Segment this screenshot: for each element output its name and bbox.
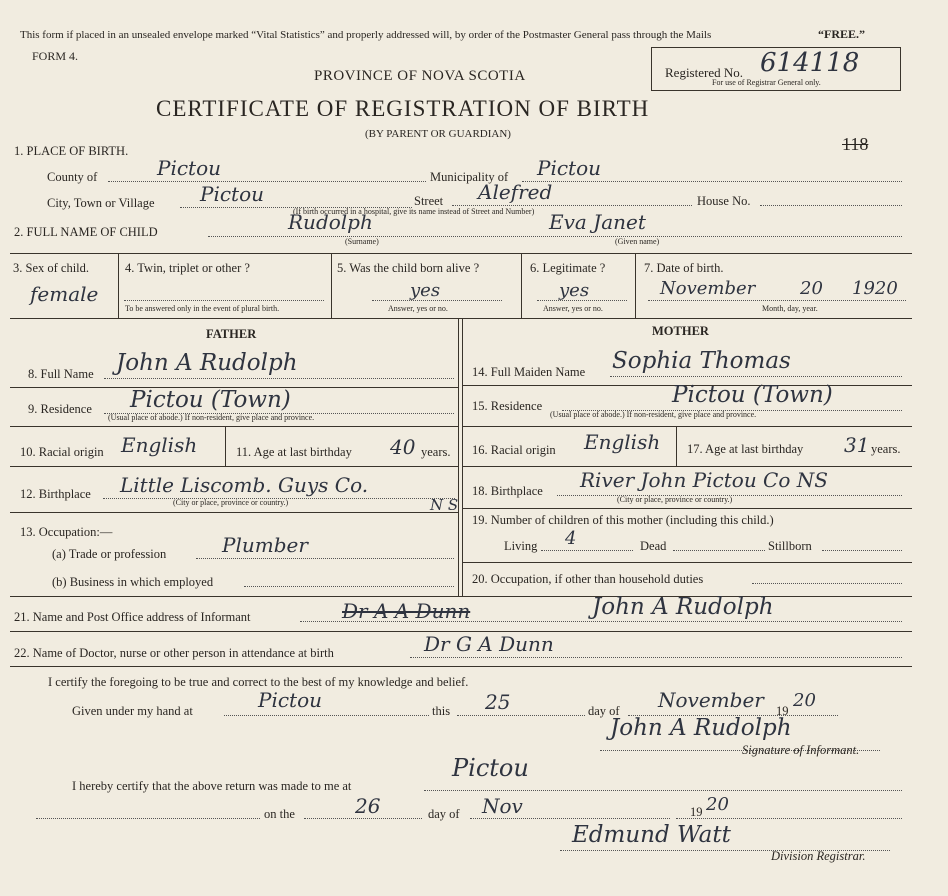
given-year-prefix: 19 xyxy=(776,704,789,718)
given-day: 25 xyxy=(485,690,511,714)
father-racial-label: 10. Racial origin xyxy=(20,445,104,459)
corner-number: 118 xyxy=(842,134,869,154)
mail-notice: This form if placed in an unsealed envelope marked “Vital Statistics” and properly addressed will, by order of the Postmaster General pass through the Mails xyxy=(20,29,712,41)
dob-note: Month, day, year. xyxy=(762,304,818,313)
father-residence-label: 9. Residence xyxy=(28,402,92,416)
father-heading: FATHER xyxy=(206,327,257,341)
province-heading: PROVINCE OF NOVA SCOTIA xyxy=(314,68,526,84)
mother-name: Sophia Thomas xyxy=(612,348,791,374)
dob-day: 20 xyxy=(800,278,823,299)
father-residence-note: (Usual place of abode.) If non-resident, give place and province. xyxy=(108,413,315,422)
mother-racial-label: 16. Racial origin xyxy=(472,443,556,457)
occupation-label: 13. Occupation:— xyxy=(20,525,113,539)
father-age: 40 xyxy=(390,435,416,459)
on-the-label: on the xyxy=(264,807,295,821)
street-label: Street xyxy=(414,194,444,208)
given-month: November xyxy=(658,688,764,712)
born-alive-note: Answer, yes or no. xyxy=(388,304,448,313)
municipality-value: Pictou xyxy=(537,156,602,180)
given-place: Pictou xyxy=(258,688,323,712)
doctor-name: Dr G A Dunn xyxy=(424,632,554,656)
informant-label: 21. Name and Post Office address of Informant xyxy=(14,610,251,624)
surname-note: (Surname) xyxy=(345,237,379,246)
this-label: this xyxy=(432,704,451,718)
doctor-label: 22. Name of Doctor, nurse or other person in attendance at birth xyxy=(14,646,334,660)
mother-birthplace: River John Pictou Co NS xyxy=(580,468,828,492)
hospital-note: (If birth occurred in a hospital, give its name instead of Street and Number) xyxy=(293,207,535,216)
mother-heading: MOTHER xyxy=(652,324,709,338)
certificate-subtitle: (BY PARENT OR GUARDIAN) xyxy=(365,128,511,140)
registrar-month: Nov xyxy=(482,794,523,818)
mother-age: 31 xyxy=(844,433,870,457)
father-age-label: 11. Age at last birthday xyxy=(236,445,352,459)
twin-label: 4. Twin, triplet or other ? xyxy=(125,261,250,275)
county-label: County of xyxy=(47,170,98,184)
child-surname: Rudolph xyxy=(288,210,373,234)
city-label: City, Town or Village xyxy=(47,196,155,210)
form-number: FORM 4. xyxy=(32,49,79,63)
registrar-signature: Edmund Watt xyxy=(572,822,731,848)
born-alive-value: yes xyxy=(410,280,441,301)
mother-occupation-label: 20. Occupation, if other than household duties xyxy=(472,572,704,586)
mother-racial: English xyxy=(584,430,661,454)
street-value: Alefred xyxy=(478,180,553,204)
date-of-birth-label: 7. Date of birth. xyxy=(644,261,724,275)
stillborn-label: Stillborn xyxy=(768,539,812,553)
trade-value: Plumber xyxy=(222,533,308,557)
mother-birthplace-label: 18. Birthplace xyxy=(472,484,543,498)
father-racial: English xyxy=(121,433,198,457)
registered-number: 614118 xyxy=(760,48,860,78)
mother-age-years: years. xyxy=(871,442,901,456)
certify-statement: I certify the foregoing to be true and correct to the best of my knowledge and belief. xyxy=(48,675,469,689)
mother-birthplace-note: (City or place, province or country.) xyxy=(617,495,733,504)
father-name: John A Rudolph xyxy=(116,350,298,376)
child-given-name: Eva Janet xyxy=(549,210,646,234)
child-name-label: 2. FULL NAME OF CHILD xyxy=(14,225,158,239)
father-birthplace-extra: N S xyxy=(430,496,459,514)
registrar-day-of-label: day of xyxy=(428,807,460,821)
municipality-label: Municipality of xyxy=(430,170,509,184)
legitimate-label: 6. Legitimate ? xyxy=(530,261,606,275)
father-birthplace: Little Liscomb. Guys Co. xyxy=(120,473,369,497)
mother-name-label: 14. Full Maiden Name xyxy=(472,365,586,379)
registrar-statement: I hereby certify that the above return was made to me at xyxy=(72,779,352,793)
house-number-label: House No. xyxy=(697,194,751,208)
twin-note: To be answered only in the event of plural birth. xyxy=(125,304,280,313)
registrar-general-note: For use of Registrar General only. xyxy=(712,78,821,87)
registrar-place: Pictou xyxy=(452,754,529,782)
father-residence: Pictou (Town) xyxy=(130,387,291,413)
informant-signature-label: Signature of Informant. xyxy=(742,743,860,757)
mother-residence-label: 15. Residence xyxy=(472,399,543,413)
given-name-note: (Given name) xyxy=(615,237,660,246)
dob-month: November xyxy=(660,278,756,299)
day-of-label: day of xyxy=(588,704,620,718)
sex-value: female xyxy=(30,282,99,306)
given-year: 20 xyxy=(793,690,816,711)
father-birthplace-label: 12. Birthplace xyxy=(20,487,91,501)
registrar-signature-label: Division Registrar. xyxy=(771,849,866,863)
father-name-label: 8. Full Name xyxy=(28,367,94,381)
born-alive-label: 5. Was the child born alive ? xyxy=(337,261,480,275)
registrar-day: 26 xyxy=(355,794,381,818)
business-label: (b) Business in which employed xyxy=(52,575,214,589)
free-label: “FREE.” xyxy=(818,27,866,41)
registered-label: Registered No. xyxy=(665,65,743,80)
legitimate-note: Answer, yes or no. xyxy=(543,304,603,313)
trade-label: (a) Trade or profession xyxy=(52,547,167,561)
children-count-label: 19. Number of children of this mother (including this child.) xyxy=(472,513,774,527)
mother-age-label: 17. Age at last birthday xyxy=(687,442,804,456)
father-birthplace-note: (City or place, province or country.) xyxy=(173,498,289,507)
father-age-years: years. xyxy=(421,445,451,459)
dob-year: 1920 xyxy=(852,278,898,299)
informant-name: John A Rudolph xyxy=(592,594,774,620)
mother-residence-note: (Usual place of abode.) If non-resident, give place and province. xyxy=(550,410,757,419)
legitimate-value: yes xyxy=(559,280,590,301)
mother-residence: Pictou (Town) xyxy=(672,382,833,408)
dead-label: Dead xyxy=(640,539,667,553)
city-value: Pictou xyxy=(200,182,265,206)
given-under-label: Given under my hand at xyxy=(72,704,193,718)
informant-signature: John A Rudolph xyxy=(610,715,792,741)
sex-label: 3. Sex of child. xyxy=(13,261,90,275)
living-label: Living xyxy=(504,539,538,553)
place-of-birth-label: 1. PLACE OF BIRTH. xyxy=(14,144,129,158)
living-value: 4 xyxy=(565,528,577,549)
certificate-title: CERTIFICATE OF REGISTRATION OF BIRTH xyxy=(156,96,650,121)
county-value: Pictou xyxy=(157,156,222,180)
informant-struck: Dr A A Dunn xyxy=(342,599,471,623)
registrar-year: 20 xyxy=(706,794,729,815)
registrar-year-prefix: 19 xyxy=(690,805,703,819)
